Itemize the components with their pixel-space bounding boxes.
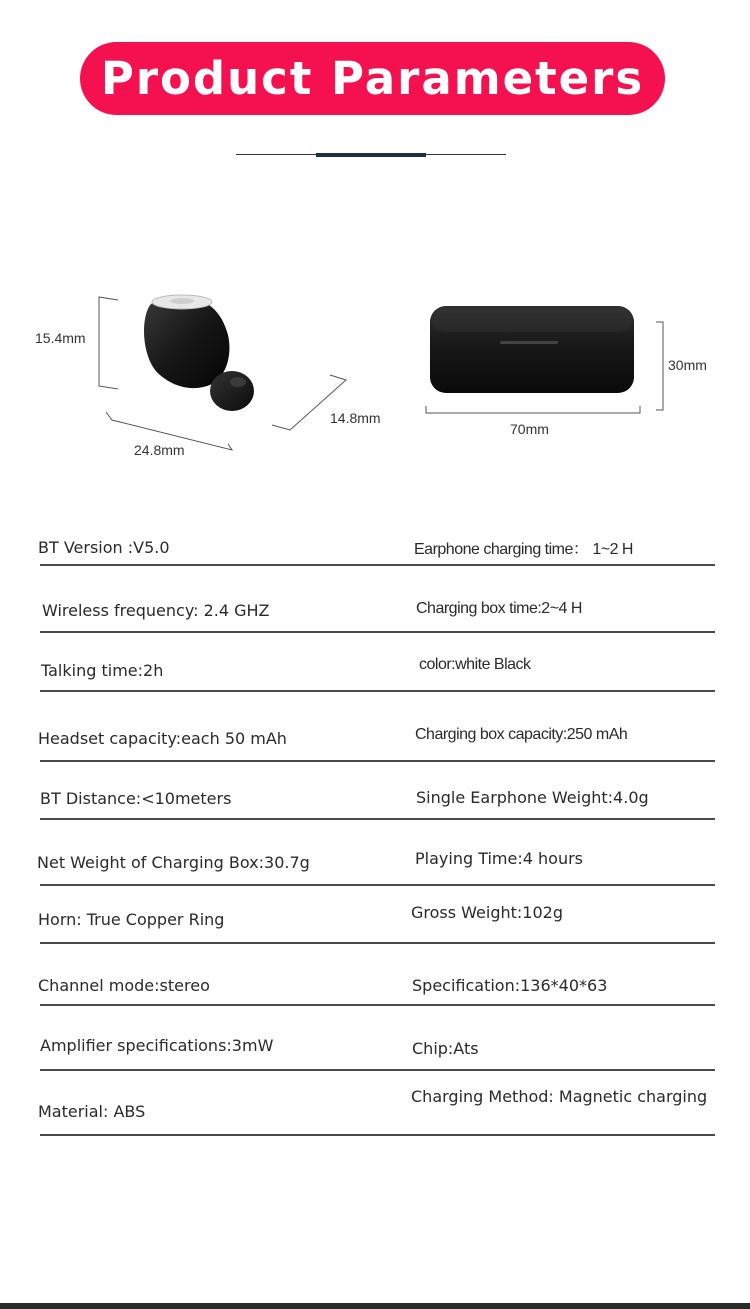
earbud-depth-label: 14.8mm [330, 410, 381, 426]
param-right: Single Earphone Weight:4.0g [416, 788, 649, 807]
earbud-length-label: 24.8mm [134, 442, 185, 458]
row-divider [40, 818, 715, 820]
param-left: Talking time:2h [41, 661, 164, 680]
case-length-label: 70mm [510, 421, 549, 437]
row-divider [40, 760, 715, 762]
earbud-image [144, 295, 254, 411]
param-right: color:white Black [419, 656, 531, 673]
row-divider [40, 631, 715, 633]
param-left: Wireless frequency: 2.4 GHZ [42, 601, 270, 620]
param-right: Chip:Ats [412, 1039, 479, 1058]
earbud-height-label: 15.4mm [35, 330, 86, 346]
param-left: Horn: True Copper Ring [38, 910, 225, 929]
param-right: Earphone charging time： 1~2 H [414, 541, 633, 558]
param-right: Playing Time:4 hours [415, 849, 583, 868]
charging-case-image [430, 306, 634, 393]
case-height-label: 30mm [668, 357, 707, 373]
param-left: Amplifier specifications:3mW [40, 1036, 274, 1055]
param-left: BT Version :V5.0 [38, 538, 170, 557]
row-divider [40, 1004, 715, 1006]
row-divider [40, 1134, 715, 1136]
product-dimension-drawing [0, 0, 750, 480]
row-divider [40, 564, 715, 566]
param-left: BT Distance:<10meters [40, 789, 232, 808]
row-divider [40, 884, 715, 886]
row-divider [40, 1069, 715, 1071]
param-right: Charging box capacity:250 mAh [415, 726, 628, 743]
param-right: Specification:136*40*63 [412, 976, 608, 995]
param-left: Net Weight of Charging Box:30.7g [37, 853, 310, 872]
param-left: Material: ABS [38, 1102, 146, 1121]
row-divider [40, 942, 715, 944]
param-right: Charging Method: Magnetic charging [411, 1087, 708, 1106]
bottom-edge-bar [0, 1303, 750, 1309]
page-title: Product Parameters [100, 52, 645, 105]
param-right: Charging box time:2~4 H [416, 600, 582, 617]
row-divider [40, 690, 715, 692]
param-right: Gross Weight:102g [411, 903, 563, 922]
param-left: Headset capacity:each 50 mAh [38, 729, 287, 748]
param-left: Channel mode:stereo [38, 976, 210, 995]
